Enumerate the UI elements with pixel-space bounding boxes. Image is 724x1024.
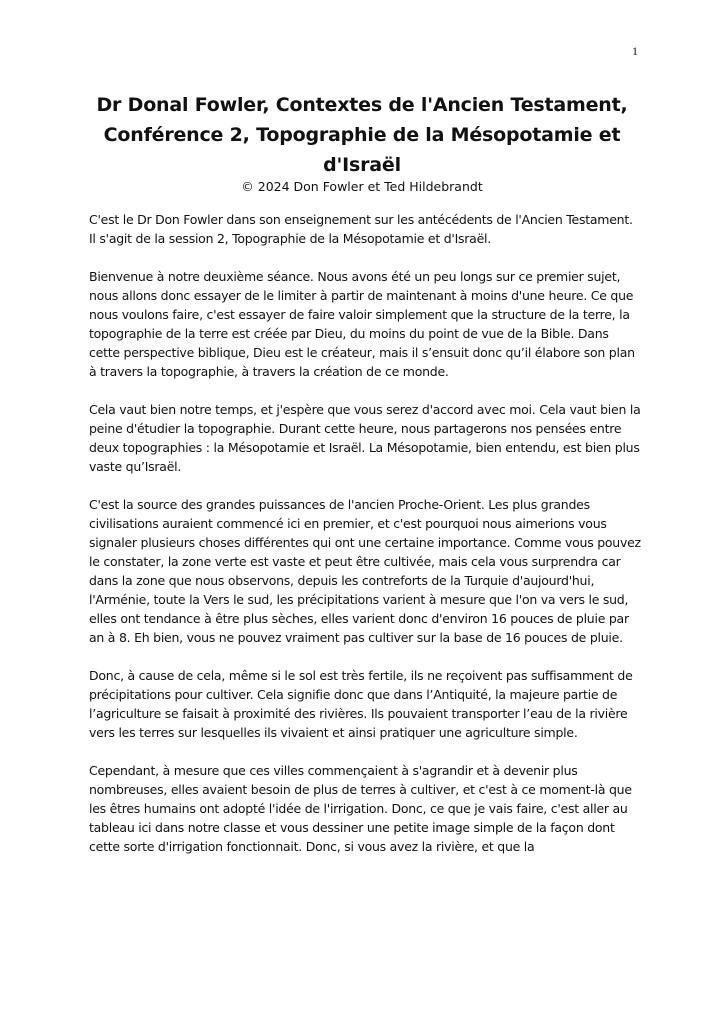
paragraph: Bienvenue à notre deuxième séance. Nous avons été un peu longs sur ce premier sujet, nous allons donc essayer de le limiter à partir de maintenant à moins d'une heure. Ce que nous voulons faire, c'est essayer de faire valoir simplement que la structure de la terre, la topographie de la terre est créée par Dieu, du moins du point de vue de la Bible. Dans cette perspective biblique, Dieu est le créateur, mais il s’ensuit donc qu’il élabore son plan à travers la topographie, à travers la création de ce monde. xyxy=(89,269,635,379)
document-body xyxy=(89,210,643,875)
page-number: 1 xyxy=(632,44,638,58)
paragraph: Donc, à cause de cela, même si le sol est très fertile, ils ne reçoivent pas suffisamment de précipitations pour cultiver. Cela signifie donc que dans l’Antiquité, la majeure partie de l’agriculture se faisait à proximité des rivières. Ils pouvaient transporter l’eau de la rivière vers les terres sur lesquelles ils vivaient et ainsi pratiquer une agriculture simple. xyxy=(89,668,633,740)
document-title: Dr Donal Fowler, Contextes de l'Ancien Testament, Conférence 2, Topographie de la Mésopotamie et d'Israël xyxy=(96,94,628,176)
paragraph: Cela vaut bien notre temps, et j'espère que vous serez d'accord avec moi. Cela vaut bien la peine d'étudier la topographie. Durant cette heure, nous partagerons nos pensées entre deux topographies : la Mésopotamie et Israël. La Mésopotamie, bien entendu, est bien plus vaste qu’Israël. xyxy=(89,402,641,474)
copyright-line: © 2024 Don Fowler et Ted Hildebrandt xyxy=(241,179,483,194)
paragraph: C'est le Dr Don Fowler dans son enseignement sur les antécédents de l'Ancien Testament. Il s'agit de la session 2, Topographie de la Mésopotamie et d'Israël. xyxy=(89,212,633,246)
paragraph: Cependant, à mesure que ces villes commençaient à s'agrandir et à devenir plus nombreuses, elles avaient besoin de plus de terres à cultiver, et c'est à ce moment-là que les êtres humains ont adopté l'idée de l'irrigation. Donc, ce que je vais faire, c'est aller au tableau ici dans notre classe et vous dessiner une petite image simple de la façon dont cette sorte d'irrigation fonctionnait. Donc, si vous avez la rivière, et que la xyxy=(89,763,632,854)
paragraph: C'est la source des grandes puissances de l'ancien Proche-Orient. Les plus grandes civilisations auraient commencé ici en premier, et c'est pourquoi nous aimerions vous signaler plusieurs choses différentes qui ont une certaine importance. Comme vous pouvez le constater, la zone verte est vaste et peut être cultivée, mais cela vous surprendra car dans la zone que nous observons, depuis les contreforts de la Turquie d'aujourd'hui, l'Arménie, toute la Vers le sud, les précipitations varient à mesure que l'on va vers le sud, elles ont tendance à être plus sèches, elles varient donc d'environ 16 pouces de pluie par an à 8. Eh bien, vous ne pouvez vraiment pas cultiver sur la base de 16 pouces de pluie. xyxy=(89,497,641,645)
